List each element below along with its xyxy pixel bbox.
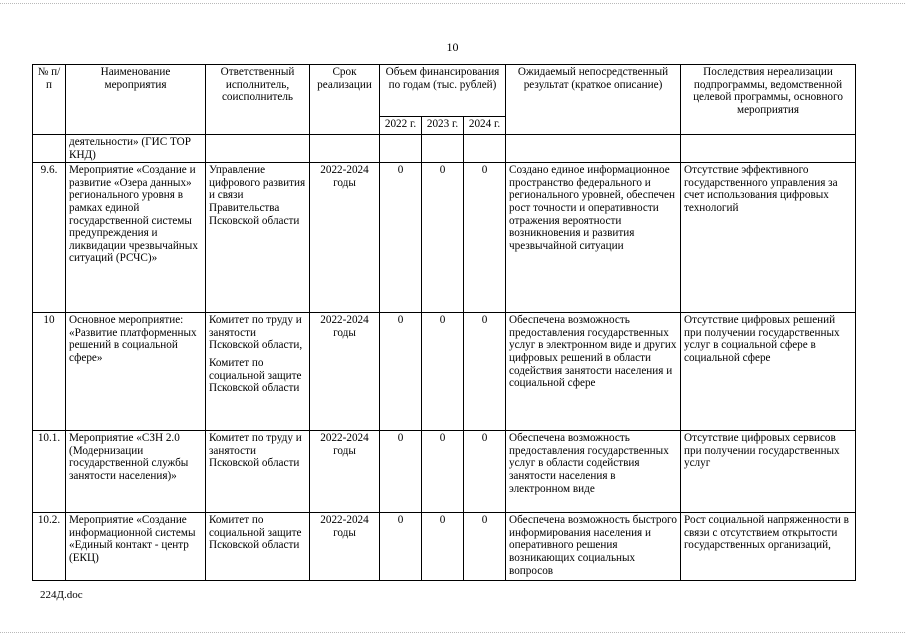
- scan-edge-bottom: [0, 632, 905, 634]
- row-name: Основное мероприятие: «Развитие платформенных решений в социальной сфере»: [66, 313, 206, 431]
- header-result: Ожидаемый непосредственный результат (краткое описание): [506, 65, 681, 135]
- row-term: 2022-2024 годы: [310, 313, 380, 431]
- row-value-2024: [464, 135, 506, 163]
- row-term: 2022-2024 годы: [310, 513, 380, 581]
- header-num: № п/п: [33, 65, 66, 135]
- row-term: 2022-2024 годы: [310, 163, 380, 313]
- page-number: 10: [446, 40, 459, 54]
- header-year-2022: 2022 г.: [380, 117, 422, 135]
- row-value-2022: 0: [380, 163, 422, 313]
- row-result: [506, 135, 681, 163]
- header-volume: Объем финансирования по годам (тыс. рублей): [380, 65, 506, 117]
- row-executor: Комитет по труду и занятости Псковской области: [206, 431, 310, 513]
- row-result: Обеспечена возможность быстрого информирования населения и оперативного решения возникающих социальных вопросов: [506, 513, 681, 581]
- row-executor: Управление цифрового развития и связи Правительства Псковской области: [206, 163, 310, 313]
- header-name: Наименование мероприятия: [66, 65, 206, 135]
- row-consequences: Отсутствие цифровых сервисов при получении государственных услуг: [681, 431, 856, 513]
- header-row: [33, 65, 856, 117]
- row-name: Мероприятие «Создание информационной системы «Единый контакт - центр (ЕКЦ): [66, 513, 206, 581]
- row-num: 10: [33, 313, 66, 431]
- row-num: 9.6.: [33, 163, 66, 313]
- row-consequences: Отсутствие цифровых решений при получении государственных услуг в социальной сфере в социальной сфере: [681, 313, 856, 431]
- row-value-2023: 0: [422, 163, 464, 313]
- row-consequences: Отсутствие эффективного государственного управления за счет использования цифровых технологий: [681, 163, 856, 313]
- row-value-2022: [380, 135, 422, 163]
- row-co-executor: Комитет по социальной защите Псковской области: [209, 356, 302, 395]
- header-term: Срок реализации: [310, 65, 380, 135]
- header-executor: Ответственный исполнитель, соисполнитель: [206, 65, 310, 135]
- row-value-2024: 0: [464, 313, 506, 431]
- row-num: [33, 135, 66, 163]
- row-executor-cell: [206, 313, 310, 431]
- row-term: 2022-2024 годы: [310, 431, 380, 513]
- row-value-2022: 0: [380, 513, 422, 581]
- row-value-2022: 0: [380, 431, 422, 513]
- row-name: Мероприятие «СЗН 2.0 (Модернизации государственной службы занятости населения)»: [66, 431, 206, 513]
- row-result: Обеспечена возможность предоставления государственных услуг в электронном виде и других цифровых решений в области содействия занятости населения и социальной сфере: [506, 313, 681, 431]
- row-result: Обеспечена возможность предоставления государственных услуг в области содействия занятости населения в электронном виде: [506, 431, 681, 513]
- row-value-2024: 0: [464, 431, 506, 513]
- row-value-2024: 0: [464, 513, 506, 581]
- row-executor: Комитет по социальной защите Псковской области: [206, 513, 310, 581]
- row-value-2023: 0: [422, 313, 464, 431]
- row-name: Мероприятие «Создание и развитие «Озера данных» регионального уровня в рамках единой государственной системы предупреждения и ликвидации чрезвычайных ситуаций (РСЧС)»: [66, 163, 206, 313]
- header-consequences: Последствия нереализации подпрограммы, ведомственной целевой программы, основного мероприятия: [681, 65, 856, 135]
- row-result: Создано единое информационное пространство федерального и регионального уровней, обеспечен рост точности и оперативности отражения вероятности возникновения и развития чрезвычайной ситуации: [506, 163, 681, 313]
- row-name: деятельности» (ГИС ТОР КНД): [66, 135, 206, 163]
- row-term: [310, 135, 380, 163]
- header-year-2024: 2024 г.: [464, 117, 506, 135]
- table-row: [33, 135, 856, 163]
- row-value-2023: [422, 135, 464, 163]
- document-filename: 224Д.doc: [40, 589, 83, 601]
- header-year-2023: 2023 г.: [422, 117, 464, 135]
- table-row: [33, 313, 856, 431]
- row-executor: Комитет по труду и занятости Псковской области,: [209, 314, 303, 352]
- row-value-2022: 0: [380, 313, 422, 431]
- row-executor: [206, 135, 310, 163]
- row-consequences: [681, 135, 856, 163]
- scan-edge-top: [0, 3, 905, 5]
- row-consequences: Рост социальной напряженности в связи с отсутствием открытости государственных организаций,: [681, 513, 856, 581]
- row-num: 10.2.: [33, 513, 66, 581]
- row-value-2023: 0: [422, 431, 464, 513]
- table-row: [33, 163, 856, 313]
- row-num: 10.1.: [33, 431, 66, 513]
- table-row: [33, 513, 856, 581]
- row-value-2024: 0: [464, 163, 506, 313]
- table-row: [33, 431, 856, 513]
- row-value-2023: 0: [422, 513, 464, 581]
- activities-table: [32, 64, 856, 581]
